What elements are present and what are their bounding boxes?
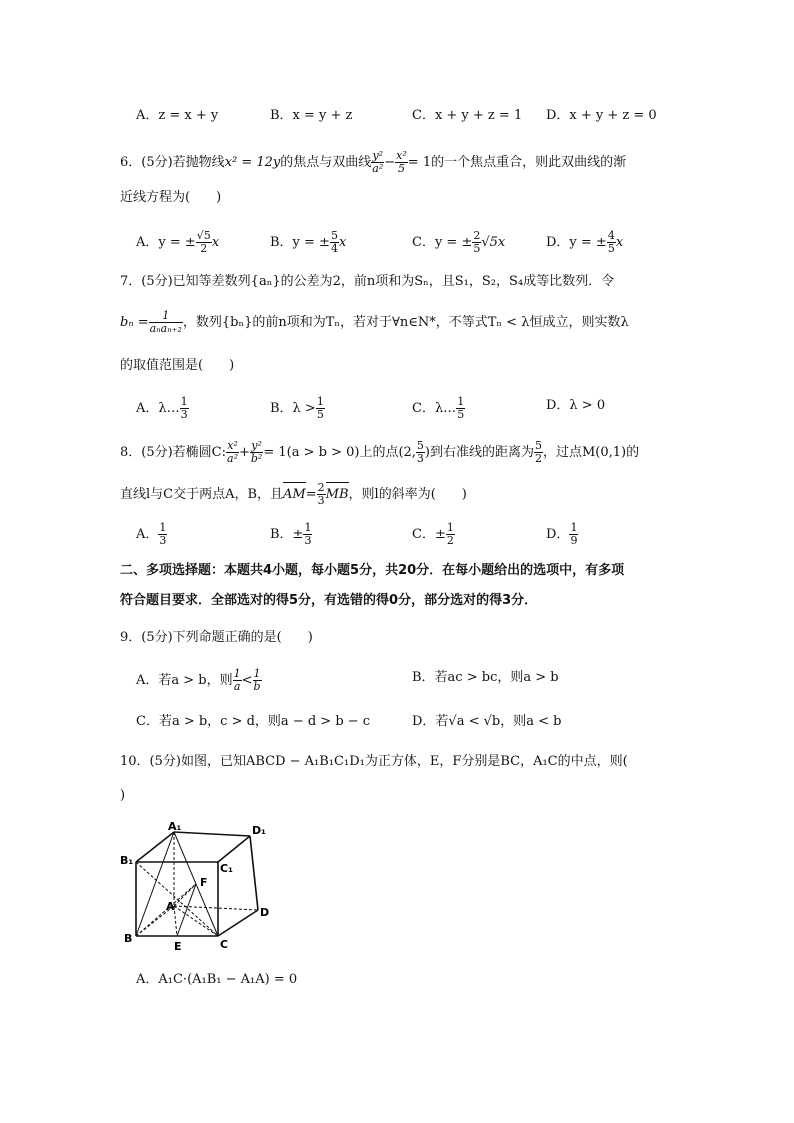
edge-a1-d1 [174,832,250,836]
q7-option-a: A．λ… $\frac{1}{3}$ [136,395,188,421]
section2-heading-line1: 二、多项选择题：本题共4小题，每小题5分，共20分．在每小题给出的选项中，有多项 [120,563,625,578]
edge-c1-d1 [218,836,250,862]
seg-a-f [174,884,196,906]
q7-bn-frac: $\frac{1}{\text{aₙaₙ₊₂}}$ [149,309,182,335]
q6-stem-line2: 近线方程为( ) [120,190,222,205]
q6-opta-frac: $\frac{√5}{2}$ [196,229,211,255]
edge-c-d [218,910,258,936]
q5-option-c: C．x + y + z = 1 [412,108,523,123]
label-c: C [220,938,229,951]
q10-stem-line1: 10．(5分)如图，已知ABCD − A₁B₁C₁D₁为正方体，E，F分别是BC，A₁C的中点，则( [120,754,628,769]
q6-option-d: D．y = ± $\frac{4}{5}$ x [546,229,624,255]
label-d: D [260,906,270,919]
q10-option-a: A．A₁C·(A₁B₁ − A₁A) = 0 [136,972,298,987]
q6-eq: = 1 [407,155,432,170]
q8-stem-line1: 8．(5分)若椭圆C: $\frac{\text{x²}}{\text{a²}}$ + $\frac{\text{y²}}{\text{b²}}$ = 1(a > b > 0)上的点(2, $\frac{5}{3}$ )到右准线的距离为 $\frac{5}{2}$ ，过点M(0,1)的 [120,439,640,465]
edge-d1-d [250,836,258,910]
q6-optb-frac: $\frac{5}{4}$ [330,229,338,255]
vector-mb: MB [326,485,349,505]
q9-option-b: B．若ac > bc，则a > b [412,670,559,685]
q6-option-b: B．y = ± $\frac{5}{4}$ x [270,229,347,255]
q7-option-c: C．λ… $\frac{1}{5}$ [412,395,465,421]
vector-am: AM [283,485,306,505]
q8-option-a: A． $\frac{1}{3}$ [136,521,167,547]
q6-frac1: $\frac{\text{y²}}{\text{a²}}$ [372,149,384,175]
q7-option-b: B．λ > $\frac{1}{5}$ [270,395,324,421]
q6-optc-frac: $\frac{2}{5}$ [473,229,481,255]
label-b1: B₁ [120,854,134,867]
label-f: F [200,876,208,889]
q7-stem-line1: 7．(5分)已知等差数列{aₙ}的公差为2，前n项和为Sₙ，且S₁，S₂，S₄成等比数列．令 [120,274,615,289]
q5-option-a: A．z = x + y [136,108,219,123]
label-b: B [124,932,133,945]
q9-option-d: D．若√a < √b，则a < b [412,714,562,729]
label-d1: D₁ [252,824,266,837]
q8-option-c: C．± $\frac{1}{2}$ [412,521,454,547]
q6-prefix: 6．(5分)若抛物线 [120,155,225,170]
q9-option-c: C．若a > b，c > d，则a − d > b − c [136,714,371,729]
label-c1: C₁ [220,862,233,875]
q5-option-d: D．x + y + z = 0 [546,108,657,123]
q6-frac2: $\frac{\text{x²}}{5}$ [396,149,407,175]
q6-option-c: C．y = ± $\frac{2}{5}$ √5x [412,229,506,255]
q7-stem-line2: bₙ = $\frac{1}{\text{aₙaₙ₊₂}}$ ，数列{bₙ}的前n项和为Tₙ，若对于∀n∈N*，不等式Tₙ < λ恒成立，则实数λ [120,309,629,335]
q9-stem: 9．(5分)下列命题正确的是( ) [120,630,313,645]
q10-stem-line2: ) [120,788,126,803]
q6-mid: 的焦点与双曲线 [280,155,372,170]
cube-figure [110,818,280,958]
label-a1: A₁ [168,820,182,833]
q8-stem-line2: 直线l与C交于两点A，B，且AM= $\frac{2}{3}$ MB，则l的斜率为( ) [120,481,467,507]
q5-option-b: B．x = y + z [270,108,353,123]
label-e: E [174,940,182,953]
q8-option-b: B．± $\frac{1}{3}$ [270,521,312,547]
q6-suffix: 的一个焦点重合，则此双曲线的渐 [431,155,627,170]
q7-stem-line3: 的取值范围是( ) [120,358,235,373]
q9-option-a: A．若a > b，则 $\frac{1}{a}$ < $\frac{1}{b}$ [136,667,261,693]
q6-stem-line1 [120,150,626,175]
q6-parabola: x² = 12y [224,155,281,170]
q6-optd-frac: $\frac{4}{5}$ [607,229,615,255]
q6-option-a: A．y = ± $\frac{√5}{2}$ x [136,229,220,255]
label-a: A [166,900,175,913]
section2-heading-line2: 符合题目要求．全部选对的得5分，有选错的得0分，部分选对的得3分． [120,593,538,608]
q7-option-d: D．λ > 0 [546,398,606,413]
q8-option-d: D． $\frac{1}{9}$ [546,521,578,547]
q6-minus: − [384,155,396,170]
